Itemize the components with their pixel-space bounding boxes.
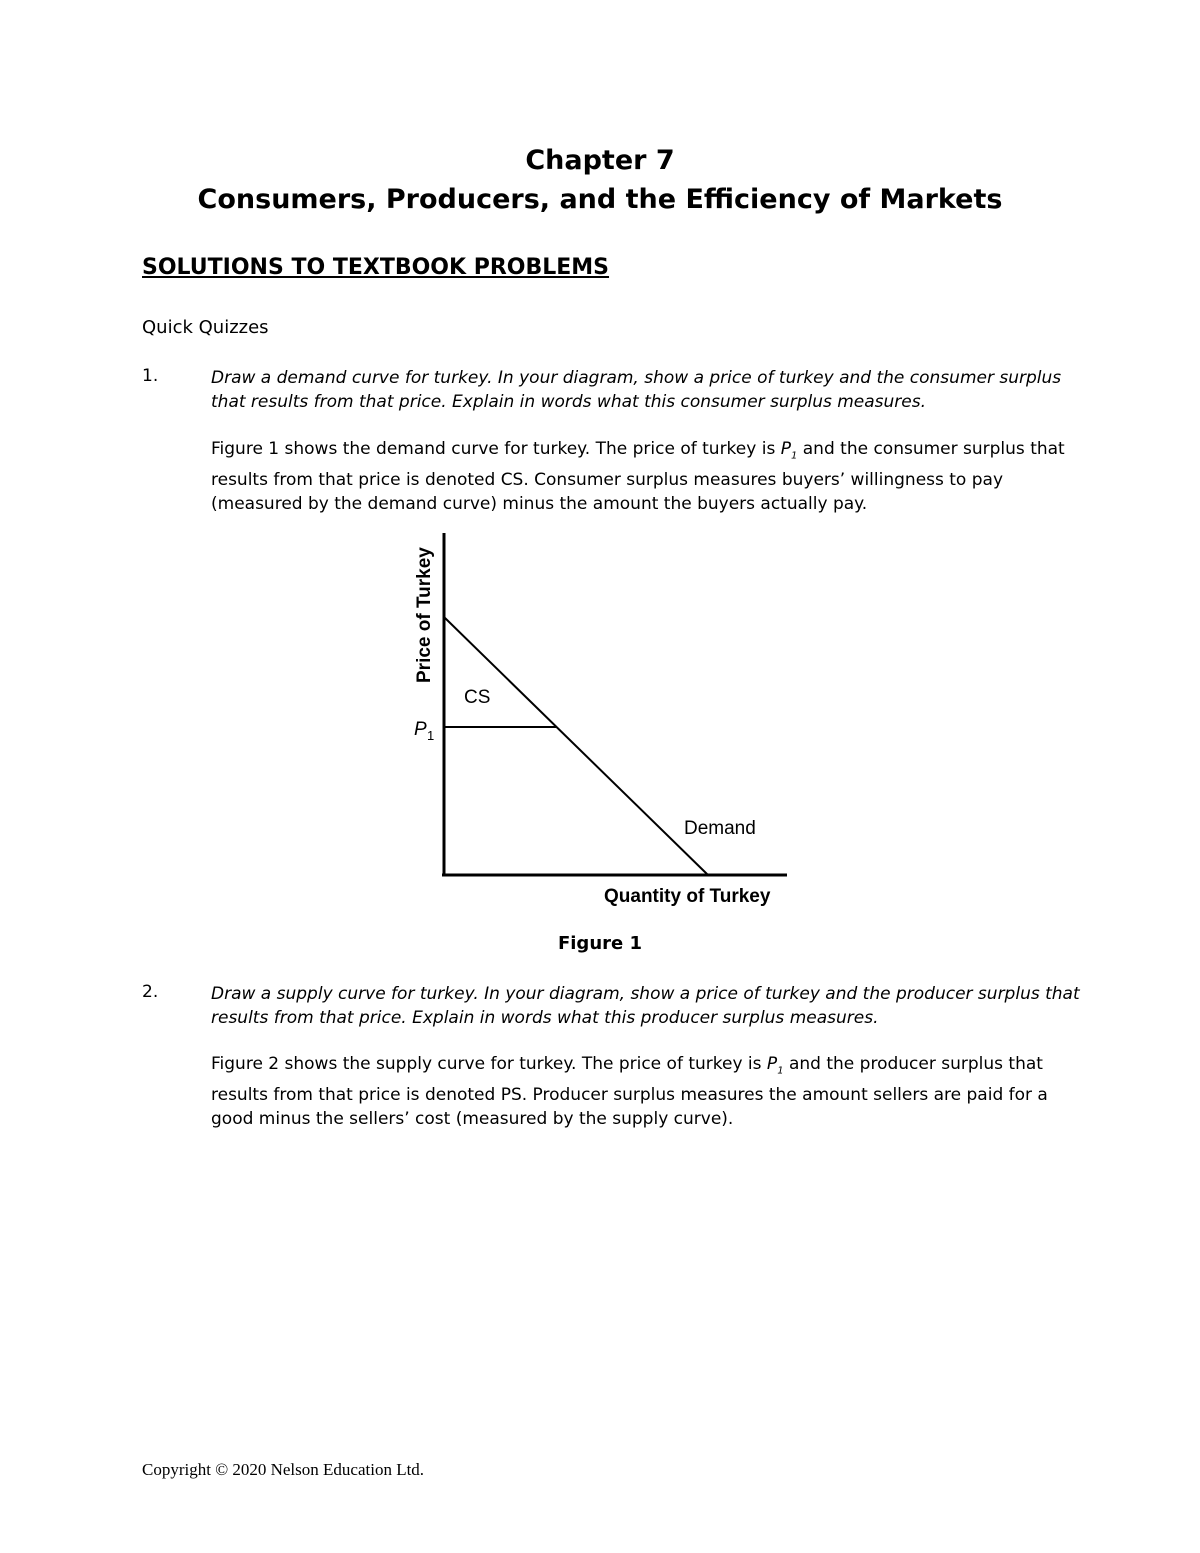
- question-2-prompt: Draw a supply curve for turkey. In your diagram, show a price of turkey and the producer surplus that results from that price. Explain in words what this producer surplus measures.: [211, 984, 1080, 1028]
- cs-label: CS: [464, 687, 491, 708]
- question-1-number: 1.: [142, 366, 159, 386]
- answer-1-text-before: Figure 1 shows the demand curve for turkey. The price of turkey is: [211, 439, 781, 459]
- subsection-heading: Quick Quizzes: [142, 317, 269, 338]
- answer-2-text-after: and the producer surplus that results from that price is denoted PS. Producer surplus measures the amount sellers are paid for a good minus the sellers’ cost (measured by the supply curve).: [211, 1054, 1048, 1130]
- chapter-title: Consumers, Producers, and the Efficiency of Markets: [197, 184, 1003, 215]
- answer-1-price-subscript: 1: [790, 450, 798, 462]
- price-label-subscript: 1: [427, 728, 435, 743]
- answer-2-text-before: Figure 2 shows the supply curve for turkey. The price of turkey is: [211, 1054, 767, 1074]
- question-2-answer: [211, 1052, 1091, 1131]
- consumer-surplus-figure: [400, 525, 800, 915]
- answer-1-price-symbol: P: [780, 439, 791, 459]
- copyright-footer: Copyright © 2020 Nelson Education Ltd.: [142, 1460, 425, 1479]
- demand-label: Demand: [684, 818, 756, 839]
- question-1-prompt: Draw a demand curve for turkey. In your diagram, show a price of turkey and the consumer surplus that results from that price. Explain in words what this consumer surplus measures.: [211, 368, 1062, 412]
- question-1-answer: [211, 437, 1091, 516]
- chapter-number: Chapter 7: [525, 145, 675, 176]
- x-axis-label: Quantity of Turkey: [604, 886, 771, 907]
- section-heading: SOLUTIONS TO TEXTBOOK PROBLEMS: [142, 255, 610, 280]
- demand-curve: [444, 617, 708, 875]
- answer-2-price-symbol: P: [766, 1054, 778, 1074]
- question-2-number: 2.: [142, 982, 159, 1002]
- answer-1-text-after: and the consumer surplus that results from that price is denoted CS. Consumer surplus measures buyers’ willingness to pay (measured by the demand curve) minus the amount the buyers actually pay.: [211, 439, 1065, 515]
- price-label: P: [414, 719, 427, 740]
- answer-2-price-subscript: 1: [777, 1065, 784, 1077]
- figure-caption: Figure 1: [557, 933, 643, 954]
- y-axis-label: Price of Turkey: [414, 547, 435, 683]
